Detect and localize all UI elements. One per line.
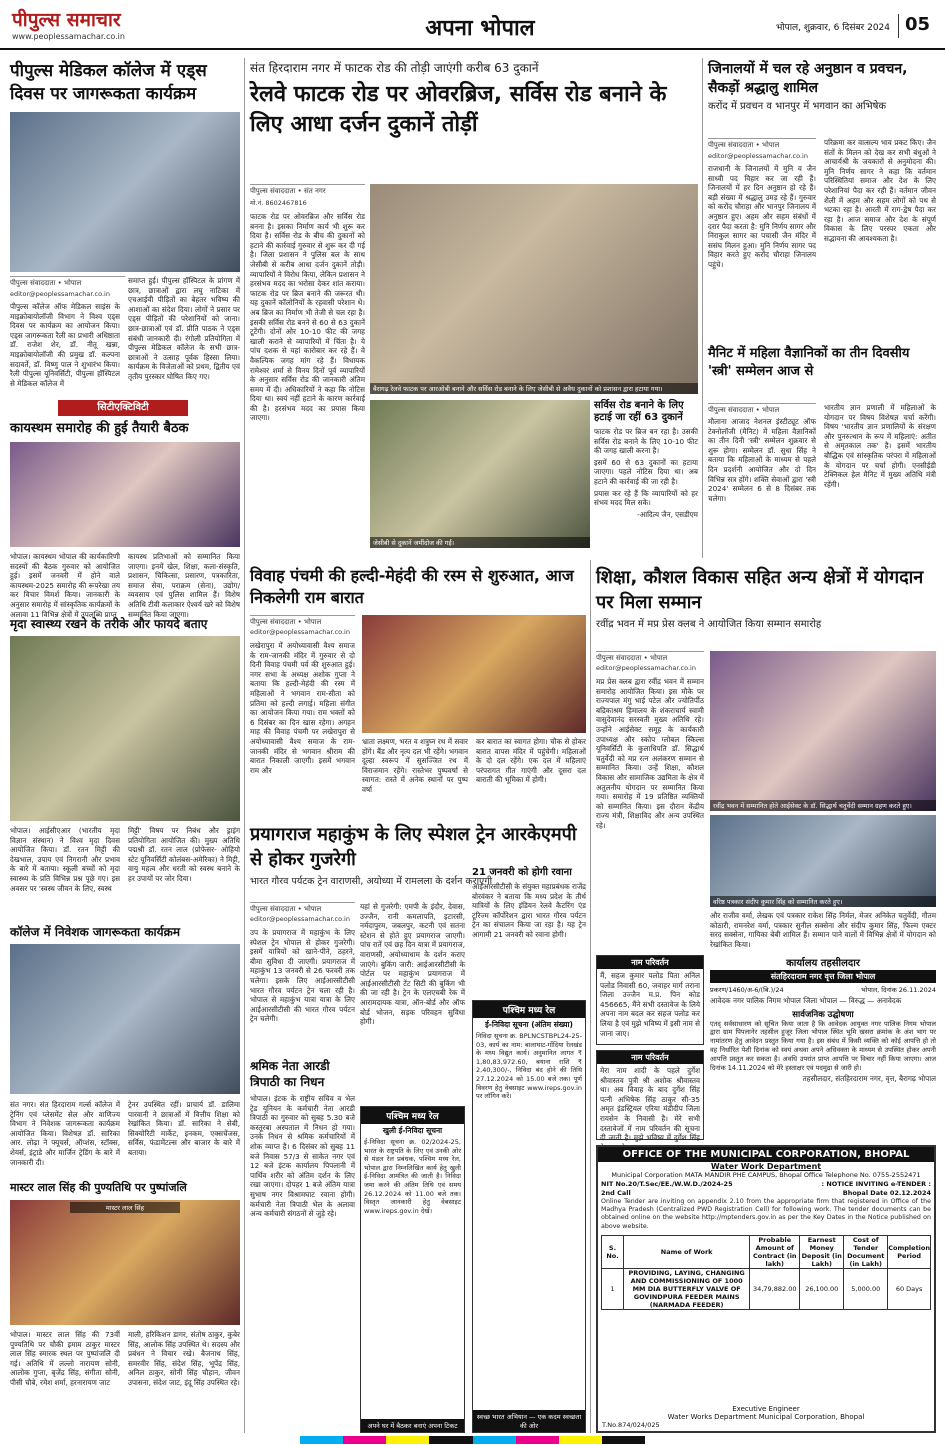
ad-subtitle: खुली ई-निविदा सूचना	[382, 1126, 443, 1135]
photo-caption: जेसीबी से दुकानें जमींदोज की गईं।	[370, 537, 590, 548]
story-body: लखेरापुरा में अयोध्यावासी वैश्य समाज के राम-जानकी मंदिर में गुरुवार से दो दिनी विवाह पंचमी पर्व की शुरुआत हुई। नगर सभा के अध्यक्ष अशोक गुप्ता ने बताया कि हल्दी-मेहंदी की रस्म में महिलाओं ने भगवान राम-सीता को प्रतिमा को हल्दी लगाई। महिला संगीत का आयोजन किया गया। राम भक्तों को 6 दिसंबर का दिन खास रहेगा। अगहन माह की विवाह पंचमी पर लखेरापुरा से अयोध्यावासी वैश्य समाज के राम-जानकी मंदिर से भगवान श्रीराम की बारात निकाली जाएगी। इसमें भगवान राम और	[250, 641, 355, 775]
demolition-photo-1	[370, 184, 698, 394]
case-number: प्रकरण/1460/अ-6/(बि.)/24	[710, 986, 784, 994]
story-jinalay	[708, 60, 936, 340]
table-cell: 1	[602, 1268, 624, 1309]
story-body: भोपाल। इंटक के राष्ट्रीय सचिव व भेल ट्रेड यूनियन के कर्मचारी नेता आरडी त्रिपाठी का गुरुवार को सुबह 5.30 बजे कस्तूरबा अस्पताल में निधन हो गया। उनके निधन से श्रमिक कर्मचारियों में शोक व्याप्त है। 6 दिसंबर को सुबह 11 बजे निवास 57/3 से साकेत नगर एवं 12 बजे इंटक कार्यालय पिपलानी में पार्थिव शरीर को अंतिम दर्शन के लिए रखा जाएगा। दोपहर 1 बजे अंतिम यात्रा सुभाष नगर विश्रामघाट रवाना होगी। कर्मचारी नेता त्रिपाठी भेल के अलावा अन्य कर्मचारी संगठनों से जुड़े रहे।	[250, 1094, 355, 1219]
story-subhead: करोंद में प्रवचन व भानपुर में भगवान का अभिषेक	[708, 101, 887, 112]
photo-caption: वरिष्ठ पत्रकार संदीप कुमार सिंह को सम्मानित करते हुए।	[710, 896, 936, 907]
table-cell: 5,000.00	[844, 1268, 888, 1309]
award-photo-1	[710, 651, 936, 811]
table-header: Completion Period	[888, 1235, 931, 1268]
story-body-3: कर बारात का स्वागत होगा। चौक से होकर बारात वापस मंदिर में पहुंचेगी। महिलाओं के दो दल रहेंगे। एक दल में महिलाएं परंपरागत गीत गाएंगी और दूसरा दल बाराती की भूमिका में होगी।	[476, 737, 586, 785]
email: editor@peoplessamachar.co.in	[10, 290, 110, 298]
lead-body: फाटक रोड पर ओवरब्रिज और सर्विस रोड बनना है। इसका निर्माण कार्य भी शुरू कर दिया है। सर्विस रोड के बीच की दुकानों को हटाने की कार्रवाई गुरुवार से शुरू कर दी गई है। जिला प्रशासन ने पुलिस बल के साथ जेसीबी से करीब आधा दर्जन दुकानें तोड़ी। व्यापारियों ने विरोध किया, लेकिन प्रशासन ने हरसंभव मदद का भरोसा देकर शांत कराया। फाटक रोड पर ब्रिज बनाने की जरूरत थी। यह दुकानें कॉलोनियों के रहवासी परेशान थे। अब ब्रिज का निर्माण भी तेजी से चल रहा है। इसकी सर्विस रोड बनने से 60 से 63 दुकानें टूटेंगी। दोनों ओर 10-10 फीट की जगह खाली कराने से व्यापारियों में चिंता है। ये पांच दशक से यहां कारोबार कर रहे हैं। वे वैकल्पिक जगह मांग रहे हैं। विधायक रामेश्वर शर्मा से विनय दिनों पूर्व व्यापारियों के अनुसार सर्विस रोड की जानकारी अंतिम समय में दी। अधिकारियों ने कहा कि नोटिस दिया था। स्वयं नहीं हटाने के कारण कार्रवाई की है। हरसंभव मदद का प्रयास किया जाएगा।	[250, 212, 365, 423]
tender-date: Bhopal Date 02.12.2024	[842, 1189, 931, 1197]
lal-singh-tribute-photo	[10, 1200, 240, 1325]
story-press-club-award	[596, 565, 936, 950]
registration-strip	[300, 1436, 645, 1444]
section-title: अपना भोपाल	[425, 16, 535, 41]
lead-kicker: संत हिरदाराम नगर में फाटक रोड की तोड़ी जाएंगी करीब 63 दुकानें	[250, 61, 539, 75]
side-box-point: फाटक रोड पर ब्रिज बन रहा है। उसकी सर्विस रोड बनाने के लिए 10-10 फीट की जगह खाली करना है।	[594, 427, 698, 456]
story-body-right: मिट्टी' विषय पर निबंध और ड्राइंग प्रतियोगिता आयोजित की। मुख्य अतिथि पद्मश्री डॉ. रतन लाल (प्रोफेसर- ओहियो स्टेट यूनिवर्सिटी कोलंबस-अमेरिका) ने मिट्टी, वायु महत्व और धरती को स्वस्थ बनाने के हर उपायों पर जोर दिया।	[128, 826, 240, 883]
email: editor@peoplessamachar.co.in	[596, 664, 696, 672]
table-cell: PROVIDING, LAYING, CHANGING AND COMMISSIONING OF 1000 MM DIA BUTTERFLY VALVE OF GOVINDPURA FEEDER MAINS (NARMADA FEEDER)	[624, 1268, 750, 1309]
story-body-left: भोपाल। कायस्थम भोपाल की कार्यकारिणी सदस्यों की बैठक गुरुवार को आयोजित हुई। इसमें जनवरी में होने वाले कायस्थम-2025 समारोह की रूपरेखा तय कर विचार विमर्श किया। जानकारी के अनुसार समारोह में सांस्कृतिक कार्यक्रमों के अलावा 11 विभिन्न क्षेत्रों में उपलब्धि प्राप्त	[10, 552, 120, 619]
notice-body: मेरा नाम शादी के पहले दुर्गेश श्रीवास्तव पुत्री श्री अशोक श्रीवास्तव था। अब विवाह के बाद दुर्गेश सिंह पत्नी अभिषेक सिंह ठाकुर सी-35 अमृत इंडस्ट्रियल एरिया मंडीदीप जिला रायसेन के निवासी है। मेरे सभी दस्तावेजों में नाम परिवर्तन की सूचना दी जाती है। मुझे भविष्य में दुर्गेश सिंह	[600, 1066, 700, 1143]
haldi-ceremony-photo	[362, 615, 586, 733]
ad-title: पश्चिम मध्य रेल	[361, 1107, 464, 1124]
tender-notice: : NOTICE INVITING e-TENDER :	[821, 1180, 931, 1188]
story-soil-health	[10, 616, 240, 916]
footer-sign-1: Executive Engineer	[732, 1405, 800, 1413]
story-tail: और राजीव वर्मा, लेखक एवं पत्रकार राकेश सिंह निर्मल, मेजर अनिकेत चतुर्वेदी, गौतम कोठारी, रामनरेश वर्मा, पत्रकार सुनील सक्सेना और संदीप कुमार सिंह, फिल्म एक्टर सरद सक्सेना, गायिका बेबी शामिल हैं। सम्मान पाने वालों में विभिन्न क्षेत्रों में योगदान को रेखांकित किया।	[710, 911, 936, 949]
tehsil-notice	[710, 955, 936, 1140]
phone: मो.नं. 8602467816	[250, 199, 307, 207]
email: editor@peoplessamachar.co.in	[708, 152, 808, 160]
story-body-left: भोपाल। मास्टर लाल सिंह की 73वीं पुण्यतिथि पर चौकी इमाम ठाकुर मास्टर लाल सिंह स्मारक स्थल पर पुष्पांजलि दी गई। अतिथि में लल्लो नारायण सोनी, आलोक गुप्ता, बृजेंद्र सिंह, संगीता सोनी, पीसी चौबे, रमेश शर्मा, हरनारायण जाट	[10, 1330, 120, 1387]
story-headline: विवाह पंचमी की हल्दी-मेहंदी की रस्म से शुरुआत, आज निकलेगी राम बारात	[250, 566, 574, 607]
story-kayastham	[10, 420, 240, 619]
award-photo-2	[710, 815, 936, 907]
byline: पीपुल्स संवाददाता • भोपाल	[10, 276, 125, 288]
ad-footer: अपने घर में बैठकर बनाएं अपना टिकट	[361, 1419, 464, 1432]
byline: पीपुल्स संवाददाता • भोपाल	[250, 902, 355, 914]
email: editor@peoplessamachar.co.in	[250, 915, 350, 923]
ad-footer: स्वच्छ भारत अभियान — एक कदम स्वच्छता की ओर	[473, 1410, 585, 1432]
story-headline: मास्टर लाल सिंह की पुण्यतिथि पर पुष्पांजलि	[10, 1181, 187, 1194]
website: www.peoplessamachar.co.in	[12, 32, 125, 41]
train-body-2: यहां से गुजरेगी: एमपी के इंदौर, देवास, उज्जैन, रानी कमलापति, इटारसी, नर्मदापुरम, जबलपुर, कटनी एवं सतना स्टेशन से होते हुए प्रयागराज जाएगी। पांच रातें एवं छह दिन यात्रा में प्रयागराज, वाराणसी, अयोध्याधाम के दर्शन कराए जाएंगे। बुकिंग जारी: आईआरसीटीसी के पोर्टल पर महाकुंभ प्रयागराज में आईआरसीटीसी टेंट सिटी की बुकिंग भी की जा रही है। ट्रेन के एलएचबी रेक में आरामदायक यात्रा, ऑन-बोर्ड और ऑफ बोर्ड भोजन, सड़क परिवहन सुविधा होगी।	[360, 902, 465, 1027]
byline: पीपुल्स संवाददाता • भोपाल	[708, 403, 816, 415]
byline: पीपुल्स संवाददाता • भोपाल	[596, 651, 704, 663]
table-header: Name of Work	[624, 1235, 750, 1268]
table-cell: 34,79,882.00	[750, 1268, 800, 1309]
name-change-notice-1	[596, 955, 704, 1045]
tender-ref: NIT No.20/T.Sec/EE./W.W.D./2024-25	[601, 1180, 733, 1188]
footer-sign-2: Water Works Department Municipal Corporation, Bhopal	[667, 1413, 865, 1421]
story-body-right: परिक्रमा कर वात्सल्य भाव प्रकट किए। जैन संतों के मिलन को देख कर सभी बंधुओं ने आचार्यश्री के जयकारों से अनुमोदना की। मुनि निर्णय सागर ने कहा कि वर्तमान परिस्थितियां समाज और देश के लिए परेशानियां पैदा कर रही हैं। वर्तमान जीवन शैली में अहम और सहम लोगों को पथ से भटका रहा है। आरती में राग-द्वेष पैदा कर रहा है। आज समाज और देश के संपूर्ण विकास के लिए परस्पर एकता और सद्भावना की आवश्यकता है।	[824, 138, 936, 243]
aids-rally-photo	[10, 112, 240, 272]
train-side	[472, 866, 586, 986]
tehsil-header-2: संतहिरदाराम नगर वृत्त जिला भोपाल	[710, 970, 936, 983]
story-headline: जिनालयों में चल रहे अनुष्ठान व प्रवचन, सैकड़ों श्रद्धालु शामिल	[708, 61, 908, 96]
tehsil-header-1: कार्यालय तहसीलदार	[786, 958, 860, 969]
table-cell: 60 Days	[888, 1268, 931, 1309]
ad-body: ई-निविदा सूचना क्र. 02/2024-25, भारत के राष्ट्रपति के लिए एवं उनकी ओर से मंडल रेल प्रबंधक, पश्चिम मध्य रेल, भोपाल द्वारा निम्नलिखित कार्य हेतु खुली ई-निविदा आमंत्रित की जाती है। निविदा जमा करने की अंतिम तिथि एवं समय 26.12.2024 को 11.00 बजे तक। विस्तृत जानकारी हेतु वेबसाइट www.ireps.gov.in देखें।	[364, 1138, 461, 1215]
side-box-attribution: -आदित्य जैन, एसडीएम	[637, 509, 698, 519]
side-box-point: प्रयास कर रहे हैं कि व्यापारियों को हर संभव मदद मिल सके।	[594, 488, 698, 508]
paper-logo	[12, 6, 232, 32]
photo-caption: मास्टर लाल सिंह	[70, 1202, 180, 1213]
page-number: 05	[898, 14, 936, 38]
paper-name: पीपुल्स समाचार	[12, 9, 121, 31]
side-box-point: इसमें 60 से 63 दुकानों का हटाया जाएगा। पहले नोटिस दिया था। अब हटाने की कार्रवाई की जा रही है।	[594, 457, 698, 486]
city-activity-label: सिटीएक्टिविटी	[58, 400, 188, 416]
story-body-left: पीपुल्स कॉलेज ऑफ मेडिकल साइंस के माइक्रोबायोलॉजी विभाग ने विश्व एड्स दिवस पर कार्यक्रम का आयोजन किया। एड्स जागरूकता रैली का प्रभारी अधिष्ठाता डॉ. राजेश शेर, डॉ. नीतू खन्ना, माइक्रोबायोलॉजी की प्रमुख डॉ. कल्पना सदावर्ते, डॉ. विष्णु पाल ने शुभारंभ किया। रैली पीपुल्स यूनिवर्सिटी, पीपुल्स हॉस्पिटल से मेडिकल कॉलेज में	[10, 302, 120, 388]
story-body-left: मौलाना आजाद नेशनल इंस्टीट्यूट ऑफ टेक्नोलॉजी (मैनिट) में महिला वैज्ञानिकों का तीन दिनी 'स्त्री' सम्मेलन शुक्रवार से शुरू होगा। सम्मेलन डॉ. सुधा सिंह ने बताया कि महिलाओं के माध्यम से पहले दिन प्रदर्शनी आयोजित और दो दिन विभिन्न सत्र होंगे। शक्ति सेवाओं द्वारा 'स्त्री 2024' सम्मेलन 6 से 8 दिसंबर तक चलेगा।	[708, 417, 816, 503]
story-lal-singh	[10, 1180, 240, 1435]
story-subhead: रवींद्र भवन में मप्र प्रेस क्लब ने आयोजित किया सम्मान समारोह	[596, 619, 822, 630]
email: editor@peoplessamachar.co.in	[250, 628, 350, 636]
college-program-photo	[10, 944, 240, 1094]
notice-parties: आवेदक नगर पालिक निगम भोपाल जिला भोपाल — विरुद्ध — अनावेदक	[710, 996, 902, 1005]
tender-title: OFFICE OF THE MUNICIPAL CORPORATION, BHOPAL	[598, 1147, 934, 1162]
notice-date: भोपाल, दिनांक 26.11.2024	[861, 986, 936, 994]
photo-caption: रवींद्र भवन में सम्मानित होते आईसेक्ट के डॉ. सिद्धार्थ चतुर्वेदी सम्मान ग्रहण करते हुए।	[710, 800, 936, 811]
rail-tender-ad	[360, 1106, 465, 1433]
lead-story-rail-overbridge	[250, 60, 698, 555]
tender-table	[601, 1235, 931, 1310]
name-change-notice-2	[596, 1050, 704, 1143]
masthead	[0, 0, 945, 50]
story-subhead: भारत गौरव पर्यटक ट्रेन वाराणसी, अयोध्या में रामलला के दर्शन कराएगी	[250, 876, 493, 887]
byline: पीपुल्स संवाददाता • भोपाल	[250, 615, 355, 627]
side-head: 21 जनवरी को होगी रवाना	[472, 867, 572, 878]
table-header: Cost of Tender Document (in Lakh)	[844, 1235, 888, 1268]
side-box-title: सर्विस रोड बनाने के लिए हटाई जा रहीं 63 दुकानें	[594, 400, 684, 423]
story-vivah-panchami	[250, 565, 586, 815]
story-body-right: माली, हरिकिशन डागर, संतोष ठाकुर, कुबेर सिंह, आलोक सिंह उपस्थित थे। सदस्य और प्रबंधन ने विचार रखे। बैजनाथ सिंह, समरवीर सिंह, संदेश सिंह, भूपेंद्र सिंह, अनिल ठाकुर, सोनी सिंह चौहान, जीवन उपासना, संदेश जाट, इंदू सिंह उपस्थित रहे।	[128, 1330, 240, 1387]
tender-body: Online Tender are inviting on appendix 2.10 from the appropriate firm that registered in Office of the Madhya Pradesh (Centralized PWD Registration Cell) for following work. The tender documents can be obtained online on the website http://mptenders.gov.in as per the Key Dates in the Notice published on above website.	[601, 1198, 931, 1230]
ad-subtitle: ई-निविदा सूचना (अंतिम संख्या)	[485, 1020, 573, 1029]
municipal-tender-ad	[596, 1145, 936, 1433]
story-body-left: संत नगर। संत हिरदाराम गर्ल्स कॉलेज में ट्रेनिंग एवं प्लेसमेंट सेल और वाणिज्य विभाग ने निवेशक जागरूकता कार्यक्रम आयोजित किया। विशेषज्ञ डॉ. सारिका आर. लोढ़ा ने फ्यूचर्स, ऑप्शंस, स्टॉक्स, शेयर्स, इंट्राडे और मार्जिन ट्रेडिंग के बारे में जानकारी दी।	[10, 1100, 120, 1167]
story-headline: पीपुल्स मेडिकल कॉलेज में एड्स दिवस पर जागरूकता कार्यक्रम	[10, 61, 207, 104]
notice-title: सार्वजनिक उद्घोषणा	[792, 1009, 854, 1020]
table-header: S. No.	[602, 1235, 624, 1268]
tender-address: Municipal Corporation MATA MANDIR PHE CAMPUS, Bhopal Office Telephone No. 0755-2552471	[611, 1171, 921, 1179]
story-body-left: भोपाल। आईसीएआर (भारतीय मृदा विज्ञान संस्थान) ने विश्व मृदा दिवस आयोजित किया। डॉ. रतन मिट्टी की देखभाल, उपाय एवं निगरानी और प्रभाव के बारे में बताया। स्कूली बच्चों को मृदा स्वास्थ्य के प्रति विभिन्न प्रश्न पूछे गए। इस अवसर पर 'स्वस्थ जीवन के लिए, स्वस्थ	[10, 826, 120, 893]
soil-day-photo	[10, 636, 240, 821]
notice-title: नाम परिवर्तन	[597, 1051, 703, 1064]
story-headline: कॉलेज में निवेशक जागरूकता कार्यक्रम	[10, 925, 181, 939]
story-manit	[708, 345, 936, 555]
side-info-box	[594, 400, 698, 550]
story-headline: मृदा स्वास्थ्य रखने के तरीके और फायदे बताए	[10, 617, 208, 631]
story-body-left: राजधानी के जिनालयों में मुनि व जैन साध्वी पद विहार कर जा रही हैं। जिनालयों में हर दिन अनुष्ठान हो रहे हैं। बड़ी संख्या में श्रद्धालु उमड़ रहे हैं। गुरुवार को करोंद चौराहा और भानपुर जिनालय में अनुष्ठान हुए। अहम और सहम संबंधों में दरार पैदा करता है: मुनि निर्णय सागर और निराकुल सागर का पचासी जैन मंदिर में ससंघ मिलन हुआ। मुनि निर्णय सागर पद विहार करते हुए करोंद चौराहा जिनालय पहुंचे।	[708, 164, 816, 269]
story-aids-day	[10, 60, 240, 400]
story-body: मप्र प्रेस क्लब द्वारा रवींद्र भवन में सम्मान समारोह आयोजित किया। इस मौके पर राज्यपाल मंगु भाई पटेल और ज्योतिर्पीठ बद्रिकाश्रम हिमालय के शंकराचार्य स्वामी वासुदेवानंद सरस्वती मुख्य अतिथि रहे। उन्होंने आईसेक्ट समूह के कार्यकारी उपाध्यक्ष और स्कोप ग्लोबल स्किल्स यूनिवर्सिटी के कुलाधिपति डॉ. सिद्धार्थ चतुर्वेदी को मप्र रत्न अलंकरण सम्मान से सम्मानित किया। उन्हें शिक्षा, कौशल विकास और सामाजिक उद्यमिता के क्षेत्र में अतुलनीय योगदान पर सम्मानित किया गया। समारोह में 19 प्रतिष्ठित व्यक्तियों को सम्मानित किया। इस दौरान केंद्रीय राज्य मंत्री, शिक्षाविद और अन्य उपस्थित रहे।	[596, 677, 704, 830]
table-header: Earnest Money Deposit (in Lakh)	[801, 1235, 842, 1268]
side-body: आईआरसीटीसी के संयुक्त महाप्रबंधक राजेंद्र बोरवंकर ने बताया कि मध्य प्रदेश के तीर्थ यात्रियों के लिए इंडियन रेलवे कैटरिंग एंड टूरिज्म कॉर्पोरेशन द्वारा भारत गौरव पर्यटन ट्रेन का संचालन किया जा रहा है। यह ट्रेन आगामी 21 जनवरी को रवाना होगी।	[472, 882, 586, 939]
kayastham-meeting-photo	[10, 442, 240, 547]
notice-sign: तहसीलदार, संतहिरदाराम नगर, वृत्त, बैरागढ़ भोपाल	[802, 1074, 936, 1084]
tender-dept: Water Work Department	[710, 1162, 822, 1171]
notice-body: मैं, सहज कुमार पलोड पिता अनिल पलोड निवासी 60, जवाहर मार्ग तराना जिला उज्जैन म.प्र. पिन कोड 456665, मैंने सभी दस्तावेज के लिये अपना नाम बदल कर सहज पलोड कर लिया है एवं मुझे भविष्य में इसी नाम से जाना जाए।	[600, 971, 700, 1038]
table-row	[602, 1268, 931, 1309]
story-body-right: ट्रेनर उपस्थित रहीं। प्राचार्य डॉ. डालिमा पारवानी ने छात्राओं में वित्तीय शिक्षा को रेखांकित किया। डॉ. सारिका ने सेबी, सिक्योरिटी मार्केट, इनकम, एक्सचेंजस, सर्विस, फंडामेंटल्स और बाजार के बारे में बताया।	[128, 1100, 240, 1157]
story-body-right: भारतीय ज्ञान प्रणाली में महिलाओं के योगदान पर विषय विशेषज्ञ चर्चा करेंगी। विषय 'भारतीय ज्ञान प्रणालियों के संरक्षण और पुनरुत्थान के रूप में महिलाएं: अतीत से अमृतकाल तक' है। इसमें भारतीय बौद्धिक एवं सांस्कृतिक परंपरा में महिलाओं के योगदान पर चर्चा होगी। एनसीईडी टेक्निकल हेल मैनिट में मुख्य अतिथि मंत्री रहेंगी।	[824, 403, 936, 489]
dateline: भोपाल, शुक्रवार, 6 दिसंबर 2024	[775, 23, 890, 33]
byline: पीपुल्स संवाददाता • भोपाल	[708, 138, 816, 150]
ad-body: निविदा सूचना क्र. BPLNCSTBPL24-25-03, कार्य का नाम: बालाघाट-गोंदिया रेलखंड के मध्य विद्युत कार्य। अनुमानित लागत ₹ 1,80,83,972.60, बयाना राशि ₹ 2,40,300/-, निविदा बंद होने की तिथि 27.12.2024 को 15.00 बजे तक। पूर्ण विवरण हेतु वेबसाइट www.ireps.gov.in पर लॉगिन करें।	[476, 1032, 582, 1101]
story-headline: शिक्षा, कौशल विकास सहित अन्य क्षेत्रों में योगदान पर मिला सम्मान	[596, 567, 924, 613]
tender-footer	[598, 1405, 934, 1429]
story-headline: श्रमिक नेता आरडी त्रिपाठी का निधन	[250, 1059, 330, 1089]
story-headline: कायस्थम समारोह की हुई तैयारी बैठक	[10, 421, 189, 436]
rail-tender-ad-2	[472, 1000, 586, 1433]
story-body-right: समाप्त हुई। पीपुल्स हॉस्पिटल के प्रांगण में छात्र, छात्राओं द्वारा लघु नाटिका में एचआईवी पीड़ितों का बेहतर भविष्य की आशाओं का संदेश दिया। लोगों ने प्रसार पर एड्स पीड़ितों की परेशानियों को जाना। छात्र-छात्राओं एवं डॉ. प्रीति पाठक ने एड्स संबंधी जानकारी दी। रंगोली प्रतियोगिता में पीपुल्स मेडिकल कॉलेज के सभी छात्र-छात्राओं ने उत्साह पूर्वक हिस्सा लिया। कार्यक्रम के विजेताओं को प्रथम, द्वितीय एवं तृतीय पुरस्कार घोषित किए गए।	[128, 276, 240, 381]
story-body-2: भ्राता लक्ष्मण, भरत व शत्रुघ्न रथ में सवार होंगे। बैंड और नृत्य दल भी रहेंगे। भगवान दूल्हा स्वरूप में सुसज्जित रथ में विराजमान रहेंगे। रास्तेभर पुष्पवर्षा से स्वागत: रास्ते में अनेक स्थानों पर पुष्प वर्षा	[362, 737, 468, 794]
lead-headline: रेलवे फाटक रोड पर ओवरब्रिज, सर्विस रोड बनाने के लिए आधा दर्जन दुकानें तोड़ीं	[250, 82, 667, 137]
train-body: उप के प्रयागराज में महाकुंभ के लिए स्पेशल ट्रेन भोपाल से होकर गुजरेगी। इसमें यात्रियों को खाने-पीने, ठहरने, बीमा सुविधा दी जाएगी। प्रयागराज में महाकुंभ 13 जनवरी से 26 फरवरी तक चलेगा। इसके लिए आईआरसीटीसी भारत गौरव पर्यटन ट्रेन चला रही है। भोपाल से महाकुंभ यात्रा यात्रा के लिए आईआरसीटीसी की भारत गौरव पर्यटन ट्रेन चलेगी।	[250, 928, 355, 1024]
ad-title: पश्चिम मध्य रेल	[473, 1001, 585, 1018]
story-headline: मैनिट में महिला वैज्ञानिकों का तीन दिवसीय 'स्त्री' सम्मेलन आज से	[708, 346, 910, 379]
byline: पीपुल्स संवाददाता • संत नगर	[250, 184, 365, 196]
notice-body: एतद् सर्वसाधारण को सूचित किया जाता है कि आवेदक आयुक्त नगर पालिक निगम भोपाल द्वारा ग्राम पिपलानेर तहसील हुजूर जिला भोपाल स्थित भूमि खसरा क्रमांक के अंश भाग पर नामांतरण हेतु आवेदन प्रस्तुत किया गया है। इस संबंध में किसी व्यक्ति को कोई आपत्ति हो तो वह निर्धारित पेशी दिनांक को स्वयं अथवा अपने अधिवक्ता के माध्यम से उपस्थित होकर अपनी आपत्ति प्रस्तुत कर सकता है। अवधि उपरांत प्राप्त आपत्ति पर विचार नहीं किया जाएगा। आज दिनांक 14.11.2024 को मेरे हस्ताक्षर एवं पदमुद्रा से जारी हो।	[710, 1019, 936, 1072]
story-headline: प्रयागराज महाकुंभ के लिए स्पेशल ट्रेन आरकेएमपी से होकर गुजरेगी	[250, 824, 577, 870]
story-investor-awareness	[10, 924, 240, 1174]
notice-title: नाम परिवर्तन	[597, 956, 703, 969]
tender-call: 2nd Call	[601, 1189, 631, 1197]
photo-caption: बैरागढ़ रेलवे फाटक पर आरओबी बनाने और सर्विस रोड बनाने के लिए जेसीबी से अवैध दुकानों को प्रशासन द्वारा हटाया गया।	[370, 383, 698, 394]
story-body-right: कायस्थ प्रतिभाओं को सम्मानित किया जाएगा। इनमें खेल, शिक्षा, कला-संस्कृति, प्रशासन, चिकित्सा, प्रसारण, पत्रकारिता, समाज सेवा, पराक्रम (सेना), उद्योग/व्यवसाय एवं पुलिस शामिल हैं। विशेष अतिथि टीवी कलाकार ऐश्वर्य खरे को विशेष सम्मानित किया जाएगा।	[128, 552, 240, 619]
story-rd-tripathi	[250, 1058, 355, 1433]
demolition-photo-2	[370, 400, 590, 548]
table-header: Probable Amount of Contract (in lakh)	[750, 1235, 800, 1268]
table-cell: 26,100.00	[800, 1268, 844, 1309]
footer-ref: T.No.874/024/025	[602, 1421, 660, 1429]
